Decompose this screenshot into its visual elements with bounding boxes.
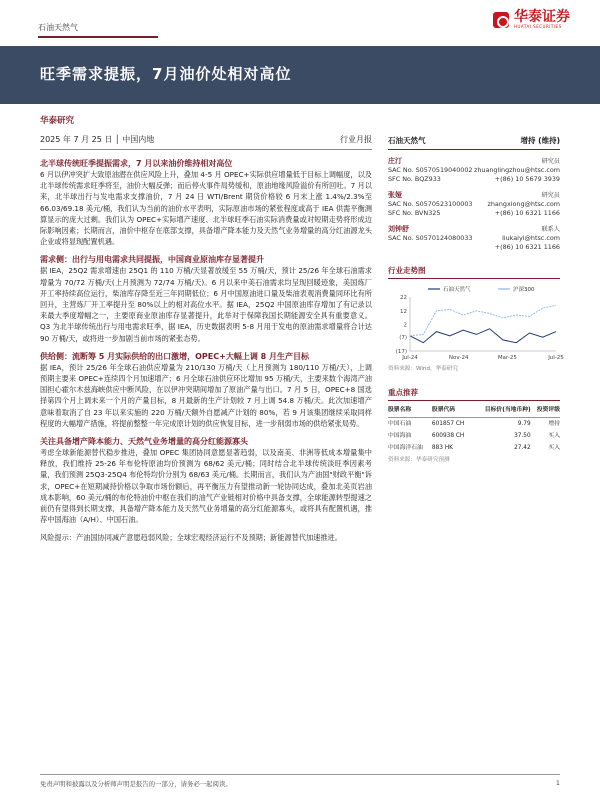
column-header: 投资评级 (531, 404, 560, 418)
legend-label: 石油天然气 (443, 287, 471, 293)
cell: 中国石油 (388, 420, 412, 427)
logo-mark-icon (493, 12, 509, 28)
org-name: 华泰研究 (40, 116, 75, 126)
analyst-sfc: SFC No. BVN325 (388, 209, 441, 217)
x-tick-label: Mar-25 (497, 355, 517, 361)
analyst-role: 联系人 (541, 226, 560, 233)
section (40, 436, 372, 525)
side-rail (388, 136, 564, 465)
analyst-license: SAC No. S0570124080033 (388, 234, 473, 242)
y-tick-label: 2 (403, 322, 407, 329)
table-row (388, 430, 560, 442)
logo-text: 华泰证券 (514, 9, 570, 25)
analyst-card (388, 225, 560, 252)
table-row (388, 442, 560, 454)
cell: 37.50 (514, 432, 531, 439)
legend-label: 沪深300 (513, 287, 535, 293)
report-date: 2025 年 7 月 25 日 │ 中国内地 (40, 135, 155, 144)
analyst-phone: +(86) 10 5679 3939 (494, 175, 560, 183)
analyst-sfc: SFC No. BQZ933 (388, 175, 441, 183)
section-heading: 关注具备增产降本能力、天然气业务增量的高分红能源寡头 (40, 437, 248, 447)
section (40, 254, 372, 343)
analyst-email[interactable]: zhangxiong@htsc.com (487, 200, 560, 208)
cell: 增持 (548, 420, 560, 427)
section-body: 考虑全球新能源替代稳步推进，叠加 OPEC 集团协同意愿显著趋弱，以及南美、非洲等低成本增量集中释放，我们维持 25-26 年布伦特原油均价预测为 68/62 美元/桶；同时结合北半球传统淡旺季因素考量，我们预测 25Q3-25Q4 布伦特均价分别为 68/63 美元/桶。长期而言，我们认为产油国"财政平衡"诉求，OPEC+在短期减持价格以争取市场份额后，再平衡压力有望推动新一轮协同达成，叠加北美页岩油成本影响，60 美元/桶的布伦特油价中枢在我们的油气产业链相对价格中具备支撑，全球能源转型提速之前仍有望得到长期支撑，具备增产降本能力及天然气业务增量的高分红能源寡头，或将具有配置机遇，推荐中国海油（A/H）、中国石油。 (40, 448, 372, 525)
cell: 买入 (548, 444, 560, 451)
disclaimer: 免责声明和披露以及分析师声明是报告的一部分，请务必一起阅读。 (40, 780, 232, 788)
analyst-role: 研究员 (541, 192, 560, 199)
page-footer (40, 774, 560, 788)
cell: 中国海油 (388, 432, 412, 439)
top-bar (0, 0, 600, 44)
analyst-license: SAC No. S0570519040002 (388, 166, 473, 174)
picks-source: 资料来源：华泰研究预测 (388, 457, 450, 463)
analyst-name: 张娅 (388, 191, 402, 199)
analyst-name: 庄汀 (388, 157, 402, 165)
picks-heading: 重点推荐 (388, 388, 560, 401)
chart-heading: 行业走势图 (388, 266, 560, 279)
cell: 9.79 (517, 420, 531, 427)
analyst-email[interactable]: zhuanglingzhou@htsc.com (474, 166, 560, 174)
y-tick-label: 22 (400, 295, 407, 301)
rating-row (388, 136, 560, 150)
section-body: 据 IEA，25Q2 需求增速由 25Q1 的 110 万桶/天显著放缓至 55 万桶/天，预计 25/26 年全球石油需求增量为 70/72 万桶/天(上月预测为 72/74 万桶/天)。6 月以来中美石油需求均呈现回暖迹象，美国炼厂开工率持续高位运行，柴油库存降至近三年同期低位；6 月中国原油进口量及柴油表观消费量同环比有所回升，主营炼厂开工率提升至 80%以上的相对高位水平。据 IEA，25Q2 中国原油库存增加了有记录以来最大季度增幅之一，主要原商业原油库存显著提升，此举对于保障我国长期能源安全具有重要意义。Q3 为北半球传统出行与用电需求旺季，据 IEA，历史数据表明 5-8 月用于发电的原油需求增量将合计达 90 万桶/天，或将进一步加剧当前市场的紧张态势。 (40, 266, 372, 343)
cell: 600938 CH (431, 432, 465, 439)
analyst-phone: +(86) 10 6321 1166 (494, 243, 560, 251)
x-tick-label: Nov-24 (448, 355, 469, 361)
column-header: 股票名称 (388, 404, 432, 418)
analyst-name: 刘钟舒 (388, 225, 409, 233)
column-header: 股票代码 (432, 404, 473, 418)
analyst-card (388, 157, 560, 184)
cell: 买入 (548, 432, 560, 439)
cell: 883 HK (431, 444, 453, 451)
y-tick-label: (7) (399, 335, 407, 342)
section-heading: 北半球传统旺季提振需求，7 月以来油价维持相对高位 (40, 159, 233, 168)
cell: 601857 CH (431, 420, 465, 427)
table-row (388, 418, 560, 431)
cell: 中国海洋石油 (388, 444, 423, 451)
rating-badge: 增持 (维持) (520, 136, 560, 145)
industry-tag: 石油天然气 (38, 23, 78, 32)
report-title: 旺季需求提振，7月油价处相对高位 (40, 65, 292, 83)
main-body (40, 158, 372, 544)
analyst-license: SAC No. S0570523100003 (388, 200, 473, 208)
picks-table (388, 404, 560, 454)
x-tick-label: Jul-24 (402, 355, 418, 361)
logo-subtext: HUATAI SECURITIES (514, 24, 562, 29)
section-heading: 需求侧：出行与用电需求共同提振，中国商业原油库存显著提升 (40, 255, 264, 265)
cell: 27.42 (514, 444, 531, 451)
x-tick-label: Jul-25 (548, 355, 564, 361)
chart-source: 资料来源：Wind，华泰研究 (388, 366, 458, 372)
title-banner (0, 46, 600, 104)
section (40, 158, 372, 247)
section-body: 据 IEA，预计 25/26 年全球石油供应增量为 210/130 万桶/天（上月预测为 180/110 万桶/天），上调预期主要来 OPEC+连续四个月加速增产；6 月全球石油供应环比增加 95 万桶/天，主要来数个海湾产油国担心霍尔木兹海峡供应中断风险，在以伊冲突期间增加了原油产量与出口。7 月 5 日，OPEC+8 国选择第四个月上调未来一个月的产量目标，8 月最新的生产计划较 7 月上调 54.8 万桶/天。此次加速增产意味着取消了自 23 年以来实施的 220 万桶/天额外自愿减产计划的 80%，若 9 月该集团继续采取同样程度的大幅增产措施，将提前整整一年完成原计划的供应恢复目标，进一步削弱市场的供给紧张局势。 (40, 362, 372, 428)
section-body: 6 月以伊冲突扩大致原油潜在供应风险上升，叠加 4-5 月 OPEC+实际供应增量低于目标上调幅度，以及北半球传统需求旺季将至，油价大幅反弹；而后停火事件局势缓和，原油地缘风险溢价有所回吐。7 月以来，北半球出行与发电需求支撑油价，7 月 24 日 WTI/Brent 期货价格较 6 月末上涨 1.4%/2.3%至 66.03/69.18 美元/桶，我们认为当前的油价水平表明，实际原油市场的紧张程度或高于 IEA 供需平衡测算显示的庞大过剩。我们认为 OPEC+实际增产速度、北半球旺季石油实际消费量或对短期走势将形成边际影响因素；长期而言，油价中枢存在底部支撑，具备增产降本能力及天然气业务增量的高分红油源龙头企业或将显现配置机遇。 (40, 170, 372, 247)
logo (493, 10, 570, 29)
analyst-email[interactable]: liukaiyi@htsc.com (502, 234, 560, 242)
risk-note: 风险提示：产油国协同减产意愿趋弱风险；全球宏观经济运行不及预期；新能源替代加速推进。 (40, 533, 342, 543)
page-number: 1 (555, 779, 560, 787)
analyst-card (388, 191, 560, 218)
industry-trend-chart (388, 283, 564, 363)
analyst-phone: +(86) 10 6321 1166 (494, 209, 560, 217)
y-tick-label: 12 (400, 308, 407, 315)
meta-row (40, 134, 372, 150)
analyst-role: 研究员 (541, 158, 560, 165)
series-line (410, 329, 556, 343)
section-heading: 供给侧：流断筹 5 月实际供给的出口激增，OPEC+大幅上调 8 月生产目标 (40, 351, 309, 361)
column-header: 目标价(当地币种) (473, 404, 531, 418)
tag-underline (38, 36, 158, 38)
trend-chart-svg (388, 283, 564, 363)
section (40, 351, 372, 429)
report-type: 行业月报 (340, 135, 372, 144)
table-header-row (388, 404, 560, 418)
rail-industry: 石油天然气 (388, 136, 426, 145)
y-tick-label: (17) (395, 349, 407, 355)
